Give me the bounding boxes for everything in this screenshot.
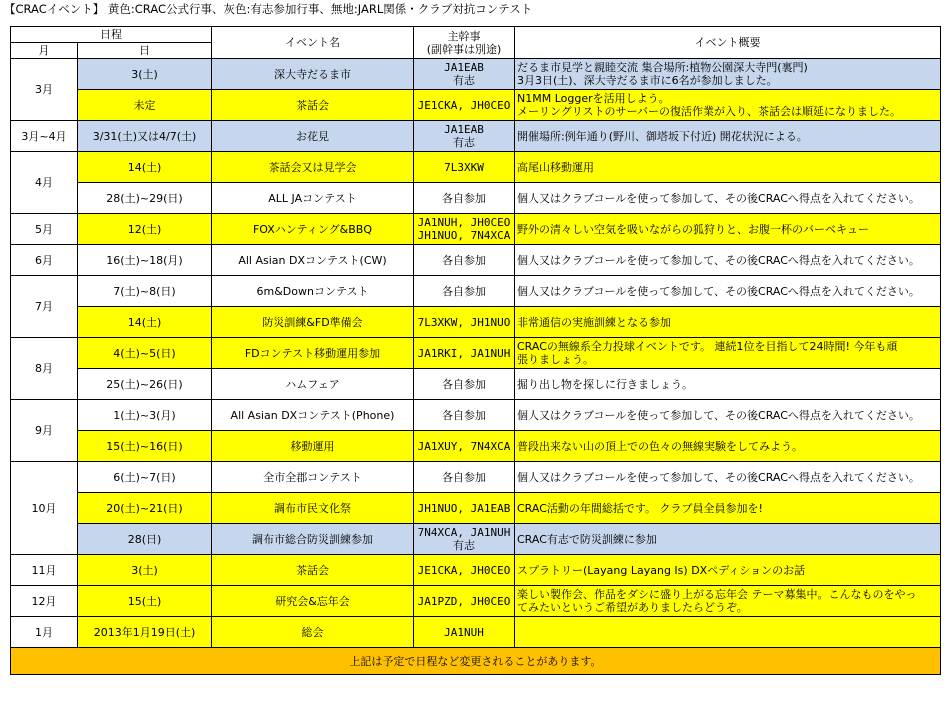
date-cell: 7(土)~8(日) xyxy=(78,276,212,307)
event-name-cell: All Asian DXコンテスト(Phone) xyxy=(212,400,414,431)
overview-cell xyxy=(515,586,941,617)
date-cell: 未定 xyxy=(78,90,212,121)
table-row xyxy=(11,555,941,586)
event-name-cell: 総会 xyxy=(212,617,414,648)
table-row xyxy=(11,307,941,338)
event-schedule-table xyxy=(10,26,941,675)
month-cell: 3月 xyxy=(11,59,78,121)
overview-cell-line1: 個人又はクラブコールを使って参加して、その後CRACへ得点を入れてください。 xyxy=(517,253,920,267)
event-name-cell: 防災訓練&FD準備会 xyxy=(212,307,414,338)
table-row xyxy=(11,121,941,152)
event-name-cell: 深大寺だるま市 xyxy=(212,59,414,90)
overview-cell xyxy=(515,462,941,493)
overview-cell-line1: スプラトリー(Layang Layang Is) DXペディションのお話 xyxy=(517,563,806,577)
organizer-cell-line1: JA1NUH xyxy=(444,625,484,639)
month-cell: 8月 xyxy=(11,338,78,400)
organizer-cell-line1: JE1CKA, JH0CEO xyxy=(417,563,511,577)
table-row xyxy=(11,214,941,245)
event-name-header: イベント名 xyxy=(212,27,414,59)
overview-cell xyxy=(515,59,941,90)
overview-cell-line1: 楽しい製作会、作品をダシに盛り上がる忘年会 テーマ募集中。こんなものをやっ xyxy=(517,588,917,601)
organizer-cell xyxy=(414,524,515,555)
organizer-cell-line1: 7L3XKW, JH1NUO xyxy=(417,315,511,329)
overview-cell-line1: CRAC有志で防災訓練に参加 xyxy=(517,532,657,546)
date-cell: 16(土)~18(月) xyxy=(78,245,212,276)
organizer-cell-line1: 各自参加 xyxy=(442,191,486,205)
date-cell: 25(土)~26(日) xyxy=(78,369,212,400)
organizer-cell-line1: JA1EAB xyxy=(444,123,484,136)
organizer-cell xyxy=(414,152,515,183)
overview-cell-line1: CRAC活動の年間総括です。 クラブ員全員参加を! xyxy=(517,501,763,515)
overview-cell xyxy=(515,214,941,245)
overview-cell-line1: 掘り出し物を探しに行きましょう。 xyxy=(517,377,693,391)
organizer-cell-line1: 各自参加 xyxy=(442,284,486,298)
month-cell: 6月 xyxy=(11,245,78,276)
overview-cell xyxy=(515,493,941,524)
month-cell: 9月 xyxy=(11,400,78,462)
date-cell: 15(土) xyxy=(78,586,212,617)
table-row xyxy=(11,338,941,369)
date-cell: 28(日) xyxy=(78,524,212,555)
month-cell: 3月~4月 xyxy=(11,121,78,152)
overview-cell xyxy=(515,152,941,183)
event-name-cell: ハムフェア xyxy=(212,369,414,400)
organizer-header-line1: 主幹事 xyxy=(447,29,481,43)
overview-cell-line1: 非常通信の実施訓練となる参加 xyxy=(517,315,671,329)
organizer-cell xyxy=(414,276,515,307)
schedule-header: 日程 xyxy=(11,27,212,43)
organizer-cell xyxy=(414,307,515,338)
header-row-1 xyxy=(11,27,941,43)
organizer-cell xyxy=(414,214,515,245)
overview-cell xyxy=(515,555,941,586)
table-row xyxy=(11,400,941,431)
date-cell: 15(土)~16(日) xyxy=(78,431,212,462)
footer-row xyxy=(11,648,941,675)
overview-cell xyxy=(515,524,941,555)
organizer-cell-line1: JA1PZD, JH0CEO xyxy=(417,594,511,608)
organizer-cell-line1: 各自参加 xyxy=(442,253,486,267)
footer-note: 上記は予定で日程など変更されることがあります。 xyxy=(11,648,941,675)
date-cell: 14(土) xyxy=(78,307,212,338)
event-name-cell: お花見 xyxy=(212,121,414,152)
overview-cell-line1: 個人又はクラブコールを使って参加して、その後CRACへ得点を入れてください。 xyxy=(517,191,920,205)
overview-cell xyxy=(515,245,941,276)
event-name-cell: 茶話会 xyxy=(212,90,414,121)
table-row xyxy=(11,431,941,462)
overview-cell xyxy=(515,276,941,307)
overview-cell-line1: だるま市見学と親睦交流 集合場所:植物公園深大寺門(裏門) xyxy=(517,61,808,74)
organizer-cell-line1: JE1CKA, JH0CEO xyxy=(417,98,511,112)
overview-cell-line1: N1MM Loggerを活用しよう。 xyxy=(517,92,670,105)
organizer-cell xyxy=(414,555,515,586)
overview-header: イベント概要 xyxy=(515,27,941,59)
overview-cell xyxy=(515,90,941,121)
month-cell: 1月 xyxy=(11,617,78,648)
overview-cell xyxy=(515,183,941,214)
table-row xyxy=(11,462,941,493)
overview-cell xyxy=(515,400,941,431)
event-name-cell: 研究会&忘年会 xyxy=(212,586,414,617)
event-name-cell: 調布市総合防災訓練参加 xyxy=(212,524,414,555)
date-cell: 6(土)~7(日) xyxy=(78,462,212,493)
date-cell: 20(土)~21(日) xyxy=(78,493,212,524)
overview-cell-line1: 野外の清々しい空気を吸いながらの狐狩りと、お腹一杯のバーベキュー xyxy=(517,222,869,236)
date-cell: 3/31(土)又は4/7(土) xyxy=(78,121,212,152)
event-name-cell: FDコンテスト移動運用参加 xyxy=(212,338,414,369)
overview-cell xyxy=(515,338,941,369)
organizer-cell-line1: 各自参加 xyxy=(442,470,486,484)
overview-cell-line1: 高尾山移動運用 xyxy=(517,160,594,174)
organizer-cell xyxy=(414,400,515,431)
organizer-cell-line2: 有志 xyxy=(453,136,475,149)
organizer-cell-line2: 有志 xyxy=(453,74,475,87)
overview-cell xyxy=(515,431,941,462)
overview-cell-line1: 個人又はクラブコールを使って参加して、その後CRACへ得点を入れてください。 xyxy=(517,408,920,422)
event-name-cell: 移動運用 xyxy=(212,431,414,462)
date-cell: 1(土)~3(月) xyxy=(78,400,212,431)
event-name-cell: 茶話会 xyxy=(212,555,414,586)
overview-cell-line1: 個人又はクラブコールを使って参加して、その後CRACへ得点を入れてください。 xyxy=(517,284,920,298)
organizer-cell xyxy=(414,121,515,152)
date-cell: 14(土) xyxy=(78,152,212,183)
organizer-cell-line1: 7N4XCA, JA1NUH xyxy=(417,526,511,539)
overview-cell-line1: 普段出来ない山の頂上での色々の無線実験をしてみよう。 xyxy=(517,439,803,453)
table-row xyxy=(11,245,941,276)
table-row xyxy=(11,152,941,183)
month-cell: 11月 xyxy=(11,555,78,586)
organizer-header-line2: (副幹事は別途) xyxy=(426,42,502,56)
overview-cell-line2: 張りましょう。 xyxy=(517,353,594,366)
organizer-cell xyxy=(414,493,515,524)
overview-cell xyxy=(515,617,941,648)
organizer-cell xyxy=(414,369,515,400)
table-row xyxy=(11,369,941,400)
organizer-header xyxy=(414,27,515,59)
overview-cell xyxy=(515,369,941,400)
day-header: 日 xyxy=(78,43,212,59)
organizer-cell-line1: JA1NUH, JH0CEO xyxy=(417,216,511,229)
table-row xyxy=(11,59,941,90)
organizer-cell-line1: JA1EAB xyxy=(444,61,484,74)
organizer-cell xyxy=(414,245,515,276)
overview-cell-line1: CRACの無線系全力投球イベントです。 連続1位を目指して24時間! 今年も頑 xyxy=(517,340,898,353)
table-row xyxy=(11,493,941,524)
overview-cell xyxy=(515,307,941,338)
overview-cell-line2: メーリングリストのサーバーの復活作業が入り、茶話会は順延になりました。 xyxy=(517,105,902,118)
month-header: 月 xyxy=(11,43,78,59)
organizer-cell-line1: 7L3XKW xyxy=(444,160,484,174)
event-name-cell: ALL JAコンテスト xyxy=(212,183,414,214)
month-cell: 5月 xyxy=(11,214,78,245)
organizer-cell xyxy=(414,617,515,648)
page-caption: 【CRACイベント】 黄色:CRAC公式行事、灰色:有志参加行事、無地:JARL関係・クラブ対抗コンテスト xyxy=(4,2,533,16)
organizer-cell xyxy=(414,338,515,369)
organizer-cell xyxy=(414,59,515,90)
organizer-cell-line1: JA1XUY, 7N4XCA xyxy=(417,439,511,453)
event-name-cell: FOXハンティング&BBQ xyxy=(212,214,414,245)
organizer-cell-line2: JH1NUO, 7N4XCA xyxy=(417,229,511,242)
event-name-cell: 全市全郡コンテスト xyxy=(212,462,414,493)
table-row xyxy=(11,276,941,307)
date-cell: 12(土) xyxy=(78,214,212,245)
organizer-cell xyxy=(414,90,515,121)
month-cell: 10月 xyxy=(11,462,78,555)
overview-cell-line2: 3月3日(土)、深大寺だるま市に6名が参加しました。 xyxy=(517,74,778,87)
event-name-cell: All Asian DXコンテスト(CW) xyxy=(212,245,414,276)
table-row xyxy=(11,90,941,121)
overview-cell-line1: 個人又はクラブコールを使って参加して、その後CRACへ得点を入れてください。 xyxy=(517,470,920,484)
date-cell: 2013年1月19日(土) xyxy=(78,617,212,648)
organizer-cell xyxy=(414,183,515,214)
organizer-cell-line1: 各自参加 xyxy=(442,377,486,391)
organizer-cell-line1: 各自参加 xyxy=(442,408,486,422)
table-row xyxy=(11,183,941,214)
overview-cell-line2: てみたいというご希望がありましたらどうぞ。 xyxy=(517,601,748,614)
event-name-cell: 調布市民文化祭 xyxy=(212,493,414,524)
organizer-cell-line2: 有志 xyxy=(453,539,475,552)
organizer-cell-line1: JH1NUO, JA1EAB xyxy=(417,501,511,515)
table-row xyxy=(11,617,941,648)
organizer-cell xyxy=(414,586,515,617)
event-name-cell: 6m&Downコンテスト xyxy=(212,276,414,307)
date-cell: 3(土) xyxy=(78,555,212,586)
date-cell: 28(土)~29(日) xyxy=(78,183,212,214)
month-cell: 12月 xyxy=(11,586,78,617)
date-cell: 4(土)~5(日) xyxy=(78,338,212,369)
date-cell: 3(土) xyxy=(78,59,212,90)
month-cell: 7月 xyxy=(11,276,78,338)
event-name-cell: 茶話会又は見学会 xyxy=(212,152,414,183)
organizer-cell xyxy=(414,431,515,462)
table-row xyxy=(11,586,941,617)
overview-cell-line1: 開催場所:例年通り(野川、御塔坂下付近) 開花状況による。 xyxy=(517,129,808,143)
overview-cell xyxy=(515,121,941,152)
organizer-cell-line1: JA1RKI, JA1NUH xyxy=(417,346,511,360)
table-row xyxy=(11,524,941,555)
organizer-cell xyxy=(414,462,515,493)
month-cell: 4月 xyxy=(11,152,78,214)
